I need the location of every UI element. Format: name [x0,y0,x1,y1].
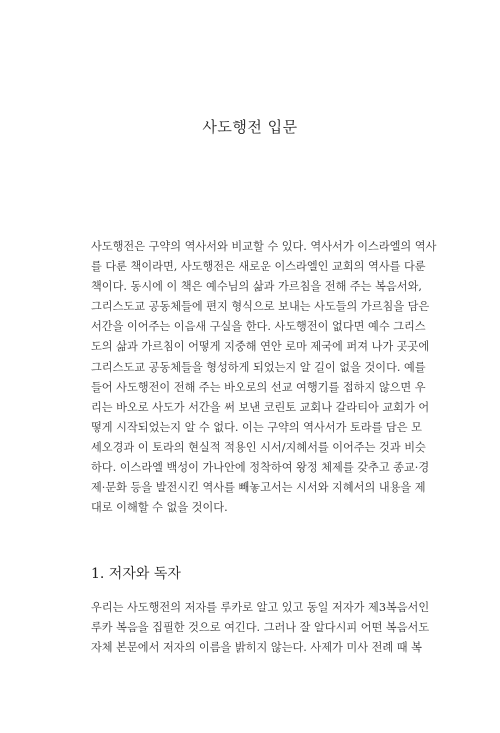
intro-line: 대로 이해할 수 없을 것이다. [91,501,228,515]
intro-line: 떻게 시작되었는지 알 수 없다. 이는 구약의 역사서가 토라를 담은 모 [91,420,422,434]
section-line: 자체 본문에서 저자의 이름을 밝히지 않는다. 사제가 미사 전례 때 복 [91,641,422,655]
intro-line: 리는 바오로 사도가 서간을 써 보낸 코린토 교회나 갈라티아 교회가 어 [91,400,430,414]
intro-line: 그리스도교 공동체들에 편지 형식으로 보내는 사도들의 가르침을 담은 [91,300,430,314]
intro-line: 세오경과 이 토라의 현실적 적용인 시서/지혜서를 이어주는 것과 비슷 [91,440,426,454]
intro-line: 서간을 이어주는 이음새 구실을 한다. 사도행전이 없다면 예수 그리스 [91,320,426,334]
section-line: 루카 복음을 집필한 것으로 여긴다. 그러나 잘 알다시피 어떤 복음서도 [91,621,430,635]
intro-line: 를 다룬 책이라면, 사도행전은 새로운 이스라엘인 교회의 역사를 다룬 [91,260,426,274]
section-line: 우리는 사도행전의 저자를 루카로 알고 있고 동일 저자가 제3복음서인 [91,601,430,614]
section-paragraph [91,598,430,658]
intro-line: 사도행전은 구약의 역사서와 비교할 수 있다. 역사서가 이스라엘의 역사 [91,240,437,253]
intro-line: 들어 사도행전이 전해 주는 바오로의 선교 여행기를 접하지 않으면 우 [91,380,426,394]
intro-line: 하다. 이스라엘 백성이 가나안에 정착하여 왕정 체제를 갖추고 종교·경 [91,461,430,475]
chapter-title: 사도행전 입문 [202,118,298,136]
intro-line: 책이다. 동시에 이 책은 예수님의 삶과 가르침을 전해 주는 복음서와, [91,280,422,294]
intro-line: 도의 삶과 가르침이 어떻게 지중해 연안 로마 제국에 퍼져 나가 곳곳에 [91,340,430,354]
intro-line: 제·문화 등을 발전시킨 역사를 빼놓고서는 시서와 지혜서의 내용을 제 [91,481,426,495]
section-heading: 1. 저자와 독자 [91,566,181,582]
intro-paragraph [91,237,437,518]
intro-line: 그리스도교 공동체들을 형성하게 되었는지 알 길이 없을 것이다. 예를 [91,360,426,374]
